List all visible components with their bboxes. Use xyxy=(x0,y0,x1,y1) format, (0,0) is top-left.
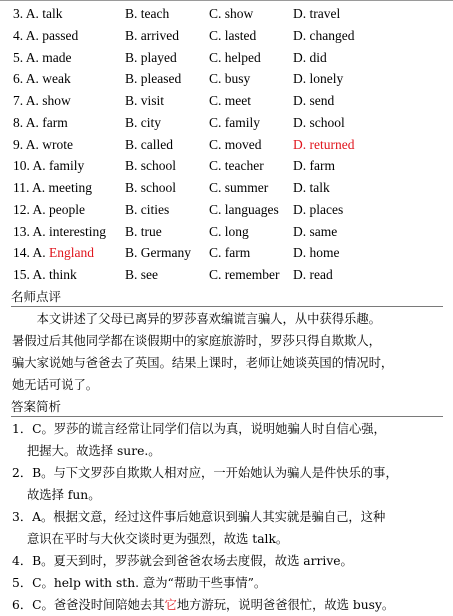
option-b: B. pleased xyxy=(125,71,182,87)
answer-line: 5．C。help with sth. 意为“帮助干些事情”。 xyxy=(12,576,267,590)
option-c: C. show xyxy=(209,6,254,21)
option-d: D. send xyxy=(293,93,335,108)
option-a: 5. A. made xyxy=(13,49,72,65)
option-b: B. Germany xyxy=(125,245,191,261)
option-c: C. farm xyxy=(209,245,251,261)
option-b: B. city xyxy=(125,114,161,130)
option-c: C. meet xyxy=(209,93,251,108)
option-a: 6. A. weak xyxy=(13,71,71,87)
option-a: 12. A. people xyxy=(13,201,85,217)
option-a: 4. A. passed xyxy=(13,27,79,43)
option-c: C. summer xyxy=(209,180,269,195)
option-c: C. languages xyxy=(209,201,279,217)
option-a: 10. A. family xyxy=(13,158,85,174)
option-c: C. family xyxy=(209,114,260,130)
option-d: D. lonely xyxy=(293,71,344,87)
option-b: B. cities xyxy=(125,201,170,217)
option-c: C. long xyxy=(209,223,249,239)
option-a: 7. A. show xyxy=(13,93,71,108)
review-line: 她无话可说了。 xyxy=(12,378,99,392)
option-b: B. played xyxy=(125,49,177,65)
option-a: 15. A. think xyxy=(13,267,77,282)
answer-line: 4．B。夏天到时，罗莎就会到爸爸农场去度假，故选 arrive。 xyxy=(12,554,353,568)
option-a: 13. A. interesting xyxy=(13,223,106,239)
answers-heading: 答案简析 xyxy=(11,399,62,414)
option-c: C. busy xyxy=(209,71,251,87)
option-b: B. school xyxy=(125,158,177,174)
option-b: B. true xyxy=(125,223,162,239)
answer-line: 意识在平时与大伙交谈时更为强烈，故选 talk。 xyxy=(27,532,289,546)
option-c: C. lasted xyxy=(209,27,257,43)
option-a-highlight: England xyxy=(49,245,95,261)
option-a: 9. A. wrote xyxy=(13,136,73,152)
option-b: B. arrived xyxy=(125,27,179,43)
top-border xyxy=(0,0,453,1)
answer-line: 3．A。根据文意，经过这件事后她意识到骗人其实就是骗自己，这种 xyxy=(12,510,386,524)
option-d: D. talk xyxy=(293,180,330,195)
review-line: 本文讲述了父母已离异的罗莎喜欢编谎言骗人，从中获得乐趣。 xyxy=(12,312,381,326)
option-d: D. did xyxy=(293,49,327,65)
answer-highlight: 它 xyxy=(164,598,177,612)
option-a: 11. A. meeting xyxy=(13,180,92,195)
option-c: C. remember xyxy=(209,267,280,282)
option-c: C. moved xyxy=(209,136,262,152)
option-b: B. called xyxy=(125,136,173,152)
review-line: 暑假过后其他同学都在谈假期中的家庭旅游时，罗莎只得自欺欺人， xyxy=(12,334,381,348)
option-b: B. see xyxy=(125,267,158,282)
option-d: D. farm xyxy=(293,158,335,174)
review-heading: 名师点评 xyxy=(11,289,62,304)
option-d: D. home xyxy=(293,245,340,261)
answer-line: 把握大。故选择 sure.。 xyxy=(27,444,161,458)
review-line: 骗大家说她与爸爸去了英国。结果上课时，老师让她谈英国的情况时， xyxy=(12,356,394,370)
option-d: D. read xyxy=(293,267,333,282)
option-a: 14. A. England xyxy=(13,245,95,261)
answer-line: 6．C。爸爸没时间陪她去其它地方游玩，说明爸爸很忙，故选 busy。 xyxy=(12,598,395,612)
answers-heading-underline xyxy=(11,416,443,417)
answer-line: 2．B。与下文罗莎自欺欺人相对应，一开始她认为骗人是件快乐的事， xyxy=(12,466,398,480)
option-c: C. teacher xyxy=(209,158,264,174)
answer-line: 1．C。罗莎的谎言经常让同学们信以为真，说明她骗人时自信心强， xyxy=(12,422,386,436)
option-c: C. helped xyxy=(209,49,261,65)
review-paragraph xyxy=(12,308,446,396)
option-d: D. school xyxy=(293,114,345,130)
option-b: B. teach xyxy=(125,6,170,21)
option-d: D. places xyxy=(293,201,344,217)
answers-list xyxy=(12,418,446,616)
option-a: 8. A. farm xyxy=(13,114,68,130)
option-d: D. changed xyxy=(293,27,355,43)
review-heading-underline xyxy=(11,306,443,307)
option-b: B. school xyxy=(125,180,177,195)
answer-line: 故选择 fun。 xyxy=(27,488,101,502)
option-b: B. visit xyxy=(125,93,165,108)
option-d: D. same xyxy=(293,223,338,239)
option-d: D. travel xyxy=(293,6,341,21)
option-a: 3. A. talk xyxy=(13,6,63,21)
option-d: D. returned xyxy=(293,136,355,152)
